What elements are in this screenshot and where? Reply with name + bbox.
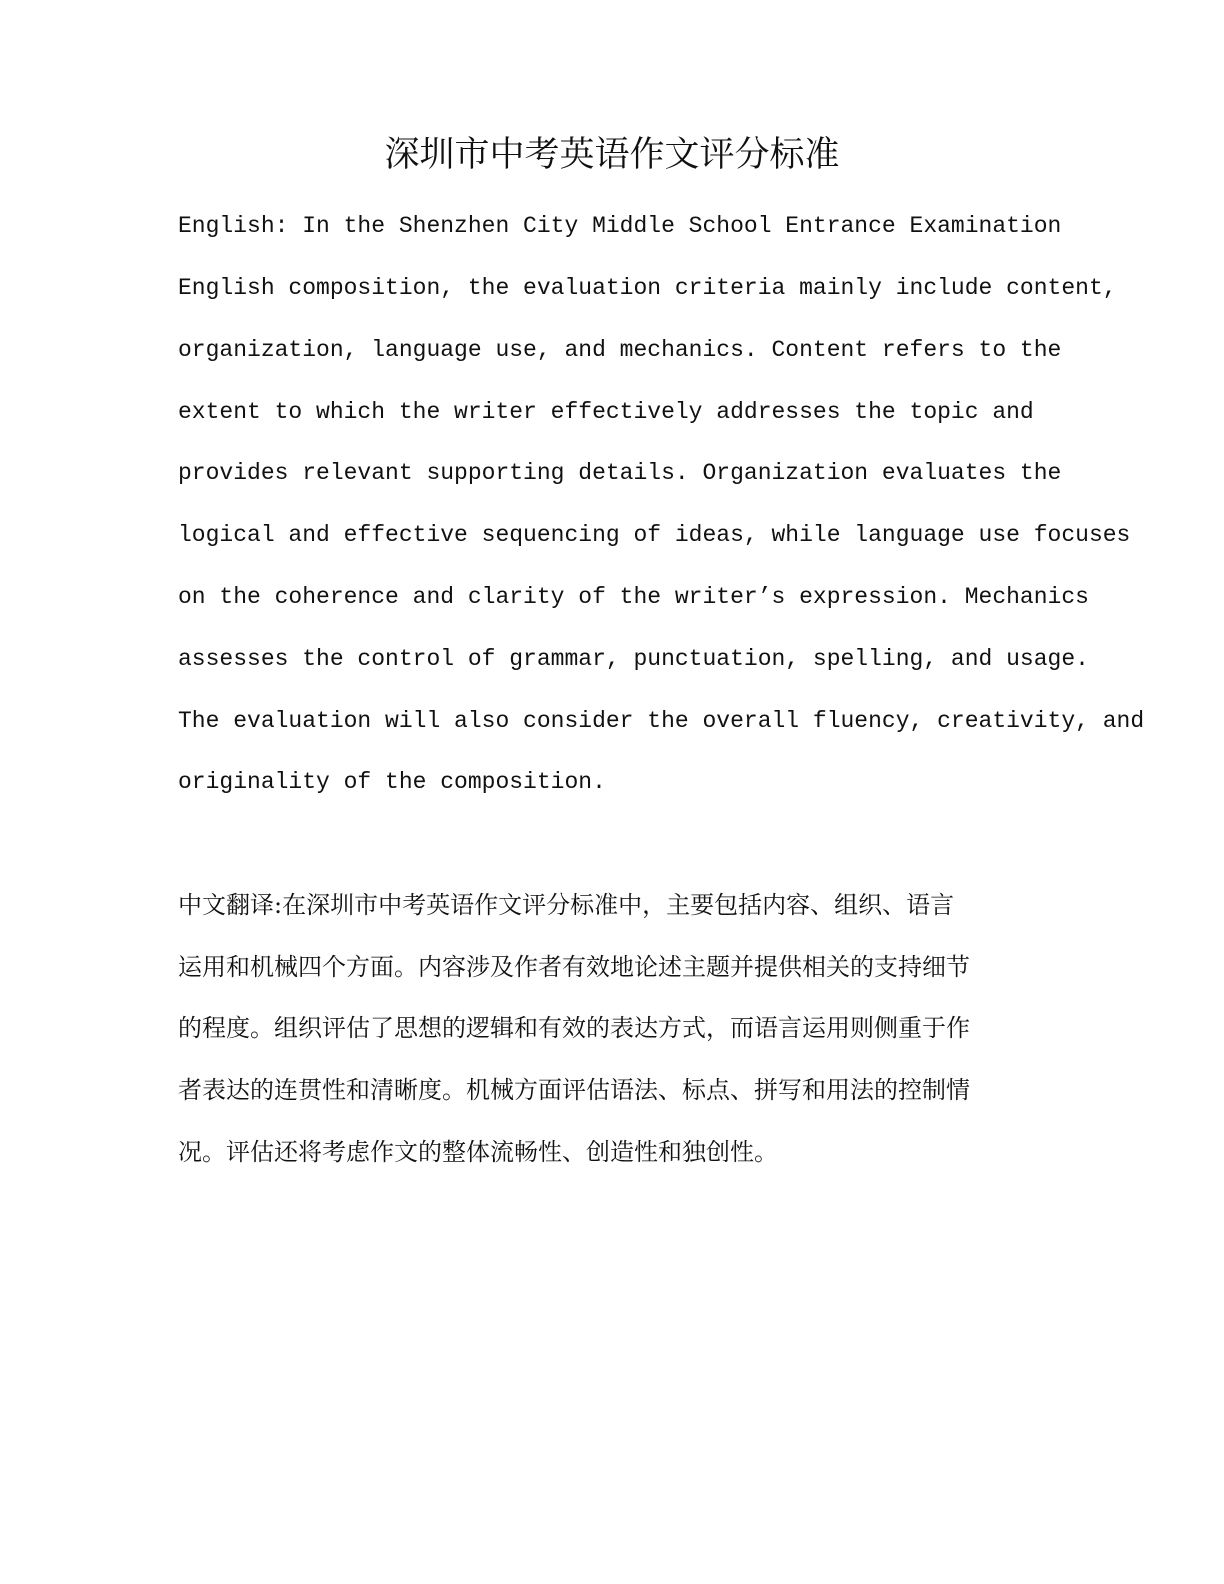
chinese-line: 运用和机械四个方面。内容涉及作者有效地论述主题并提供相关的支持细节 bbox=[178, 953, 970, 981]
english-line: assesses the control of grammar, punctuation, spelling, and usage. bbox=[178, 646, 1089, 672]
english-line: provides relevant supporting details. Organization evaluates the bbox=[178, 460, 1062, 486]
english-line: originality of the composition. bbox=[178, 769, 606, 795]
english-line: organization, language use, and mechanics. Content refers to the bbox=[178, 337, 1062, 363]
english-line: English: In the Shenzhen City Middle School Entrance Examination bbox=[178, 213, 1062, 239]
english-line: The evaluation will also consider the overall fluency, creativity, and bbox=[178, 708, 1145, 734]
document-title: 深圳市中考英语作文评分标准 bbox=[384, 135, 840, 175]
english-line: extent to which the writer effectively addresses the topic and bbox=[178, 399, 1034, 425]
english-line: logical and effective sequencing of ideas, while language use focuses bbox=[178, 522, 1131, 548]
chinese-line: 况。评估还将考虑作文的整体流畅性、创造性和独创性。 bbox=[178, 1138, 778, 1166]
english-line: English composition, the evaluation criteria mainly include content, bbox=[178, 275, 1117, 301]
chinese-line: 中文翻译:在深圳市中考英语作文评分标准中，主要包括内容、组织、语言 bbox=[178, 891, 955, 919]
chinese-line: 者表达的连贯性和清晰度。机械方面评估语法、标点、拼写和用法的控制情 bbox=[178, 1076, 970, 1104]
english-line: on the coherence and clarity of the writer’s expression. Mechanics bbox=[178, 584, 1089, 610]
chinese-line: 的程度。组织评估了思想的逻辑和有效的表达方式，而语言运用则侧重于作 bbox=[178, 1014, 970, 1042]
